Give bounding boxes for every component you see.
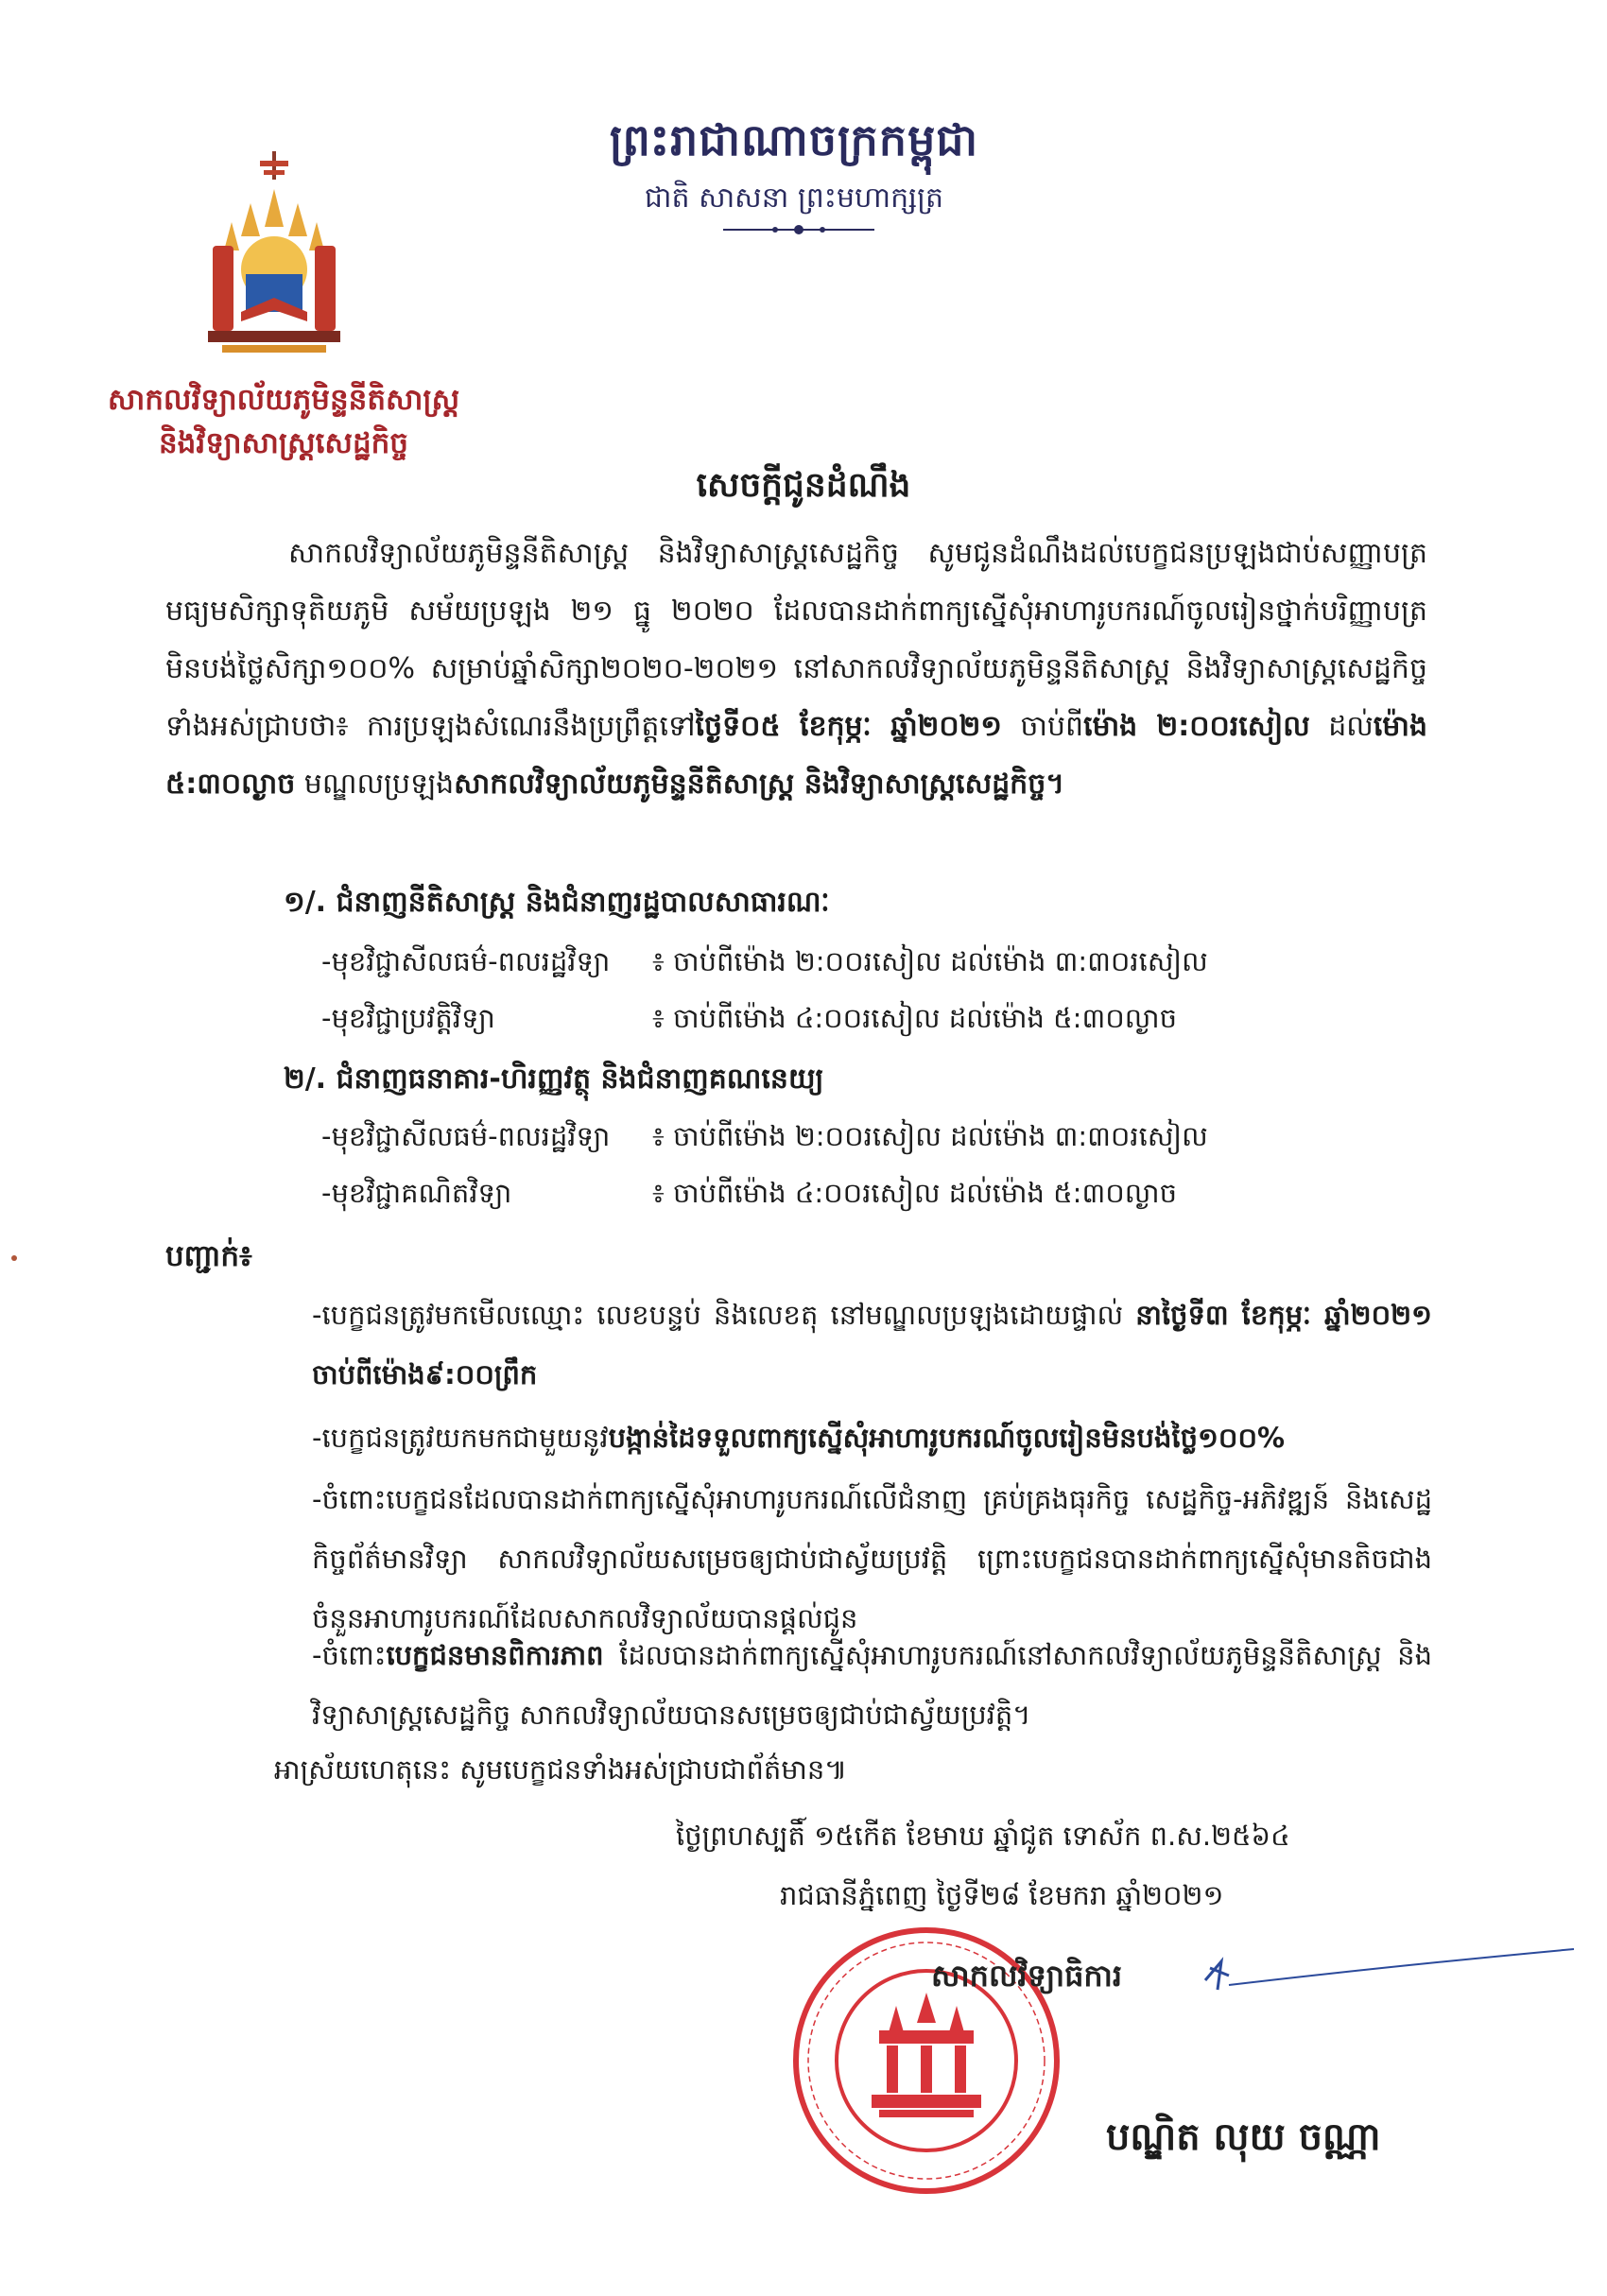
section-heading-banking: ២/. ជំនាញធនាគារ-ហិរញ្ញវត្ថុ និងជំនាញគណនេយ្យ — [284, 1062, 824, 1096]
intro-text-d: មណ្ឌលប្រឡង — [295, 768, 455, 801]
note-item — [312, 1470, 1432, 1649]
note-text: -បេក្ខជនត្រូវមកមើលឈ្មោះ លេខបន្ទប់ និងលេខតុ នៅមណ្ឌលប្រឡងដោយផ្ទាល់ — [312, 1299, 1136, 1331]
intro-text: សាកលវិទ្យាល័យភូមិន្ទនីតិសាស្ត្រ និងវិទ្យាសាស្ត្រសេដ្ឋកិច្ច សូមជូនដំណឹងដល់បេក្ខជនប្រឡងជាប់សញ្ញាបត្រមធ្យមសិក្សាទុតិយភូមិ សម័យប្រឡង ២១ ធ្នូ ២០២០ ដែលបានដាក់ពាក្យស្នើសុំអាហារូបករណ៍ចូលរៀនថ្នាក់បរិញ្ញាបត្រមិនបង់ថ្លៃសិក្សា១០០% សម្រាប់ឆ្នាំសិក្សា២០២០-២០២១ នៅសាកលវិទ្យាល័យភូមិន្ទនីតិសាស្ត្រ និងវិទ្យាសាស្ត្រសេដ្ឋកិច្ចទាំងអស់ជ្រាបថា៖ ការប្រឡងសំណេរនឹងប្រព្រឹត្តទៅ — [165, 537, 1427, 743]
scan-speck — [11, 1255, 17, 1261]
subject-time: ៖ ចាប់ពីម៉ោង ២:០០រសៀល ដល់ម៉ោង ៣:៣០រសៀល — [652, 945, 1208, 977]
note-item — [312, 1286, 1432, 1405]
notice-title: សេចក្តីជូនដំណឹង — [696, 466, 911, 505]
national-motto: ជាតិ សាសនា ព្រះមហាក្សត្រ — [644, 181, 944, 215]
closing-line: អាស្រ័យហេតុនេះ សូមបេក្ខជនទាំងអស់ជ្រាបជាព័ត៌មាន៕ — [274, 1753, 848, 1786]
ornament-divider — [718, 223, 879, 236]
note-text: -ចំពោះបេក្ខជនដែលបានដាក់ពាក្យស្នើសុំអាហារូបករណ៍លើជំនាញ គ្រប់គ្រងធុរកិច្ច សេដ្ឋកិច្ច-អភិវឌ្ឍន៍ និងសេដ្ឋកិច្ចព័ត៌មានវិទ្យា សាកលវិទ្យាល័យសម្រេចឲ្យជាប់ជាស្វ័យប្រវត្តិ ព្រោះបេក្ខជនបានដាក់ពាក្យស្នើសុំមានតិចជាងចំនួនអាហារូបករណ៍ដែលសាកលវិទ្យាល័យបានផ្តល់ជូន — [312, 1483, 1432, 1634]
intro-paragraph — [165, 525, 1427, 813]
intro-text-b: ចាប់ពី — [1002, 710, 1084, 743]
solar-date: រាជធានីភ្នំពេញ ថ្ងៃទី២៨ ខែមករា ឆ្នាំ២០២១ — [780, 1879, 1224, 1911]
note-bold: នាថ្ងៃទី៣ ខែកុម្ភៈ ឆ្នាំ២០២១ ចាប់ពីម៉ោង៩:០០ព្រឹក — [312, 1299, 1432, 1390]
note-bold: បេក្ខជនមានពិការភាព — [386, 1639, 604, 1671]
exam-end: ម៉ោង ៥:៣០ល្ងាច — [165, 710, 1427, 801]
exam-date: ថ្ងៃទី០៥ ខែកុម្ភៈ ឆ្នាំ២០២១ — [695, 710, 1002, 743]
subject-label: -មុខវិជ្ជាសីលធម៌-ពលរដ្ឋវិទ្យា — [321, 945, 611, 977]
note-text: -ចំពោះ — [312, 1639, 387, 1671]
signer-title: សាកលវិទ្យាធិការ — [931, 1958, 1123, 1994]
subject-label: -មុខវិជ្ជាគណិតវិទ្យា — [321, 1177, 512, 1209]
schedule-row — [321, 1002, 1177, 1042]
notes-heading: បញ្ជាក់៖ — [165, 1239, 252, 1273]
university-name-line1: សាកលវិទ្យាល័យភូមិន្ទនីតិសាស្ត្រ — [107, 383, 460, 417]
note-item — [312, 1626, 1432, 1745]
exam-start: ម៉ោង ២:០០រសៀល — [1083, 710, 1310, 743]
schedule-row — [321, 1177, 1177, 1217]
intro-text-c: ដល់ — [1309, 710, 1374, 743]
note-item — [312, 1408, 1432, 1468]
kingdom-title: ព្រះរាជាណាចក្រកម្ពុជា — [609, 114, 979, 165]
schedule-row — [321, 945, 1208, 985]
subject-label: -មុខវិជ្ជាសីលធម៌-ពលរដ្ឋវិទ្យា — [321, 1120, 611, 1152]
note-text: -បេក្ខជនត្រូវយកមកជាមួយនូវ — [312, 1422, 609, 1454]
university-name — [38, 378, 529, 465]
signer-name: បណ្ឌិត លុយ ចណ្ណា — [1106, 2115, 1381, 2159]
signature-mark — [1201, 1947, 1579, 2004]
subject-time: ៖ ចាប់ពីម៉ោង ៤:០០រសៀល ដល់ម៉ោង ៥:៣០ល្ងាច — [652, 1002, 1177, 1034]
university-name-line2: និងវិទ្យាសាស្ត្រសេដ្ឋកិច្ច — [159, 426, 408, 460]
exam-venue: សាកលវិទ្យាល័យភូមិន្ទនីតិសាស្ត្រ និងវិទ្យាសាស្ត្រសេដ្ឋកិច្ច។ — [454, 768, 1065, 801]
subject-time: ៖ ចាប់ពីម៉ោង ២:០០រសៀល ដល់ម៉ោង ៣:៣០រសៀល — [652, 1120, 1208, 1152]
note-bold: បង្កាន់ដៃទទួលពាក្យស្នើសុំអាហារូបករណ៍ចូលរៀនមិនបង់ថ្លៃ១០០% — [608, 1422, 1286, 1454]
university-logo — [194, 151, 354, 369]
section-heading-law: ១/. ជំនាញនីតិសាស្ត្រ និងជំនាញរដ្ឋបាលសាធារណៈ — [284, 886, 830, 919]
subject-time: ៖ ចាប់ពីម៉ោង ៤:០០រសៀល ដល់ម៉ោង ៥:៣០ល្ងាច — [652, 1177, 1177, 1209]
subject-label: -មុខវិជ្ជាប្រវត្តិវិទ្យា — [321, 1002, 495, 1034]
note-text: ដែលបានដាក់ពាក្យស្នើសុំអាហារូបករណ៍នៅសាកលវិទ្យាល័យភូមិន្ទនីតិសាស្ត្រ និងវិទ្យាសាស្ត្រសេដ្ឋកិច្ច សាកលវិទ្យាល័យបានសម្រេចឲ្យជាប់ជាស្វ័យប្រវត្តិ។ — [312, 1639, 1432, 1731]
schedule-row — [321, 1120, 1208, 1160]
lunar-date: ថ្ងៃព្រហស្បតិ៍ ១៥កើត ខែមាឃ ឆ្នាំជូត ទោស័ក ព.ស.២៥៦៤ — [676, 1820, 1290, 1852]
